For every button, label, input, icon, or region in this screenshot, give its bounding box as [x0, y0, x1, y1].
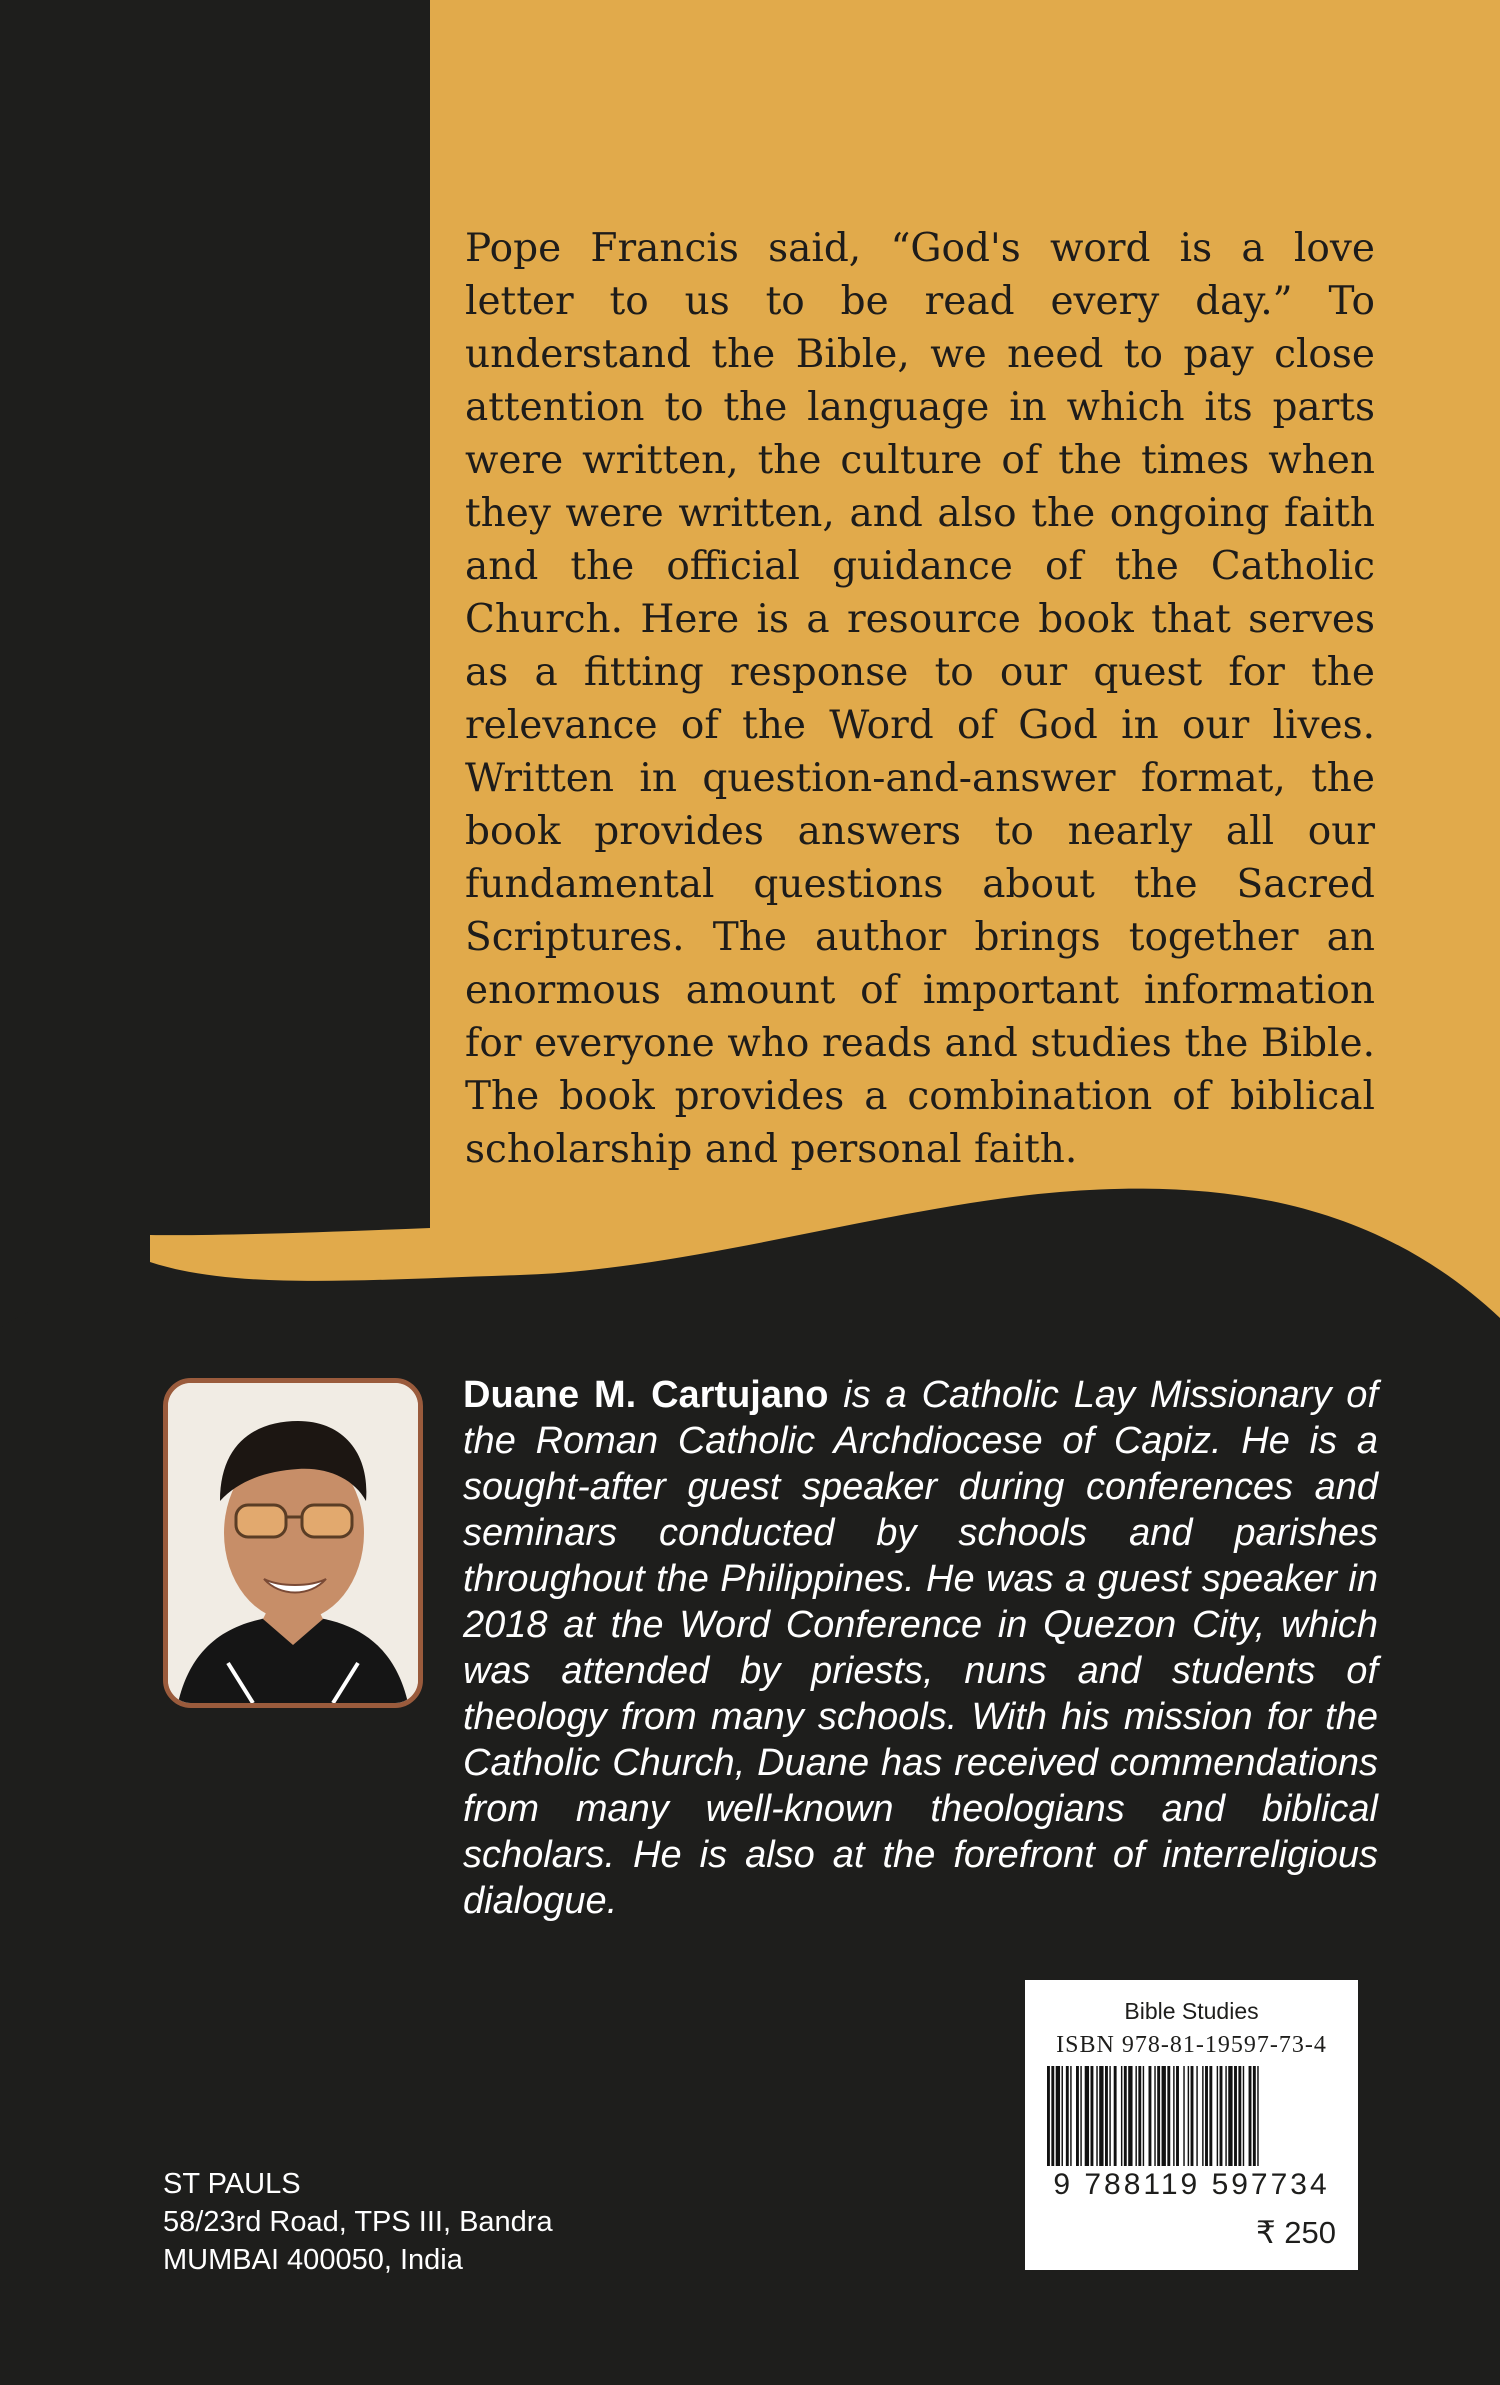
barcode-category: Bible Studies: [1124, 1998, 1259, 2024]
barcode-bar: [1047, 2066, 1050, 2166]
barcode-bar: [1209, 2066, 1212, 2166]
barcode-bar: [1114, 2066, 1117, 2166]
barcode-bar: [1135, 2066, 1136, 2166]
barcode-bar: [1183, 2066, 1184, 2166]
barcode-bar: [1128, 2066, 1132, 2166]
barcode-bar: [1096, 2066, 1097, 2166]
barcode-bar: [1191, 2066, 1194, 2166]
publisher-name: ST PAULS: [163, 2168, 301, 2200]
barcode-bar: [1188, 2066, 1189, 2166]
barcode-bar: [1105, 2066, 1108, 2166]
barcode-bar: [1238, 2066, 1241, 2166]
price-tag: ₹ 250: [1255, 2215, 1336, 2250]
barcode-bar: [1149, 2066, 1152, 2166]
barcode-bar: [1167, 2066, 1170, 2166]
barcode-bar: [1051, 2066, 1054, 2166]
publisher-address-line1: 58/23rd Road, TPS III, Bandra: [163, 2206, 553, 2238]
barcode-bar: [1162, 2066, 1166, 2166]
author-portrait-illustration: [168, 1383, 418, 1703]
author-photo: [163, 1378, 423, 1708]
barcode-bar: [1243, 2066, 1244, 2166]
barcode-bar: [1109, 2066, 1110, 2166]
barcode-bar: [1091, 2066, 1094, 2166]
barcode-bar: [1225, 2066, 1226, 2166]
author-name: Duane M. Cartujano: [463, 1374, 829, 1416]
barcode-bar: [1157, 2066, 1160, 2166]
barcode-bar: [1099, 2066, 1103, 2166]
barcode-bar: [1121, 2066, 1122, 2166]
publisher-info: [163, 2165, 553, 2279]
barcode-bar: [1124, 2066, 1127, 2166]
barcode-bar: [1138, 2066, 1141, 2166]
barcode-bar: [1234, 2066, 1237, 2166]
barcode-digits: 9 788119 597734: [1053, 2168, 1330, 2201]
barcode-bar: [1202, 2066, 1203, 2166]
barcode-bar: [1257, 2066, 1258, 2166]
barcode-bar: [1154, 2066, 1155, 2166]
barcode-bar: [1076, 2066, 1079, 2166]
barcode-bar: [1205, 2066, 1208, 2166]
barcode-bar: [1249, 2066, 1252, 2166]
barcode-bar: [1143, 2066, 1144, 2166]
barcode-bar: [1176, 2066, 1179, 2166]
barcode-label: [1025, 1980, 1358, 2270]
barcode-bar: [1196, 2066, 1197, 2166]
barcode-bar: [1062, 2066, 1063, 2166]
back-cover-blurb: Pope Francis said, “God's word is a love letter to us to be read every day.” To understand the Bible, we need to pay close attention to the language in which its parts were written, the culture of the times when they were written, and also the ongoing faith and the official guidance of the Catholic Church. Here is a resource book that serves as a fitting response to our quest for the relevance of the Word of God in our lives. Written in question-and-answer format, the book provides answers to nearly all our fundamental questions about the Sacred Scriptures. The author brings together an enormous amount of important information for everyone who reads and studies the Bible. The book provides a combination of biblical scholarship and personal faith.: [465, 226, 1375, 1172]
isbn-text: ISBN 978-81-19597-73-4: [1056, 2032, 1327, 2058]
barcode-bar: [1070, 2066, 1071, 2166]
author-bio-text: is a Catholic Lay Missionary of the Roman Catholic Archdiocese of Capiz. He is a sought-after guest speaker during conferences and seminars conducted by schools and parishes throughout the Philippines. He was a guest speaker in 2018 at the Word Conference in Quezon City, which was attended by priests, nuns and students of theology from many schools. With his mission for the Catholic Church, Duane has received commendations from many well-known theologians and biblical scholars. He is also at the forefront of interreligious dialogue.: [463, 1374, 1378, 1922]
barcode-bar: [1080, 2066, 1081, 2166]
barcode-bar: [1228, 2066, 1232, 2166]
barcode-bar: [1217, 2066, 1218, 2166]
barcode-icon: [1045, 2066, 1338, 2166]
barcode-bar: [1220, 2066, 1223, 2166]
publisher-address-line2: MUMBAI 400050, India: [163, 2244, 463, 2276]
barcode-bar: [1085, 2066, 1089, 2166]
author-bio: [463, 1372, 1378, 1924]
barcode-bar: [1173, 2066, 1174, 2166]
barcode-bar: [1056, 2066, 1060, 2166]
barcode-bar: [1253, 2066, 1256, 2166]
barcode-bar: [1066, 2066, 1069, 2166]
